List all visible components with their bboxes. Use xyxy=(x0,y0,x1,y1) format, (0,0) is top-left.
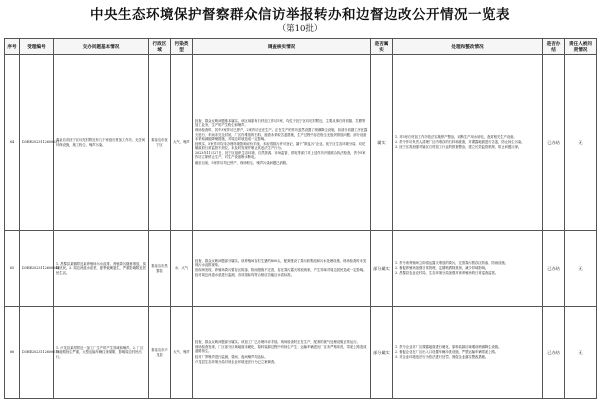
col-header-investigation: 调查核实情况 xyxy=(193,39,371,55)
cell-region: 秦皇岛市昌黎县 xyxy=(149,231,171,307)
col-header-accountability: 责任人被问责情况 xyxy=(565,39,597,55)
batch-subtitle: （第10批） xyxy=(277,24,323,34)
cell-issue: 1. 昌黎县某镇附近某养殖场污水直排，养殖粪污随意堆放，臭味扰民。2. 周边河道水质差，夏季蚊蝇滋生，严重影响附近居民生活。 xyxy=(54,231,149,307)
table-row xyxy=(5,231,597,307)
cell-handling xyxy=(393,307,543,399)
cell-closed: 已办结 xyxy=(543,231,565,307)
cell-handling xyxy=(393,231,543,307)
cell-investigation xyxy=(193,231,371,307)
cell-no: 66 xyxy=(5,307,20,399)
paragraph: 经查，群众反映问题部分属实。该加工厂已办理环评手续，现场检查时正在生产，配套的废气处理设施正常运行。 xyxy=(195,339,360,344)
cell-no: 64 xyxy=(5,55,20,231)
cell-verified: 属实 xyxy=(371,55,393,231)
paragraph: 卢龙县生态环境分局对该企业环境违法行为已立案调查。 xyxy=(195,359,278,364)
cell-region: 秦皇岛市卢龙县 xyxy=(149,307,171,399)
paragraph: 经对周边河道水质进行监测，各项指标均符合相应功能区水质标准。 xyxy=(195,273,294,278)
cell-verified: 部分属实 xyxy=(371,307,393,399)
table-row xyxy=(5,307,597,399)
col-header-handling: 处理和整改情况 xyxy=(393,39,543,55)
paragraph: 1. 责令企业对厂区裸露地面进行硬化，原料装卸区域增设喷淋降尘设施。 xyxy=(395,344,502,349)
paragraph: 1. 责令该养殖场立即清运露天堆放的粪污，完善粪污暂存区防渗、防雨设施。 xyxy=(395,260,508,265)
cell-issue: 秦皇岛市抚宁区坟坨村附近有几个家庭石材加工作坊，无任何环保设施，施工粉尘、噪声污染。 xyxy=(54,55,149,231)
paragraph: 但现场发现，养殖场粪污暂存区防渗、防雨措施不完善，存在粪污露天堆放现象，产生异味对周边居民造成一定影响。 xyxy=(195,267,367,272)
col-header-region: 行政区域 xyxy=(149,39,171,55)
table-row xyxy=(5,55,597,231)
cell-type: 大气、噪声 xyxy=(171,307,193,399)
paragraph: 经对厂界噪声进行监测，昼间、夜间噪声均达标。 xyxy=(195,354,268,359)
cell-closed: 已办结 xyxy=(543,55,565,231)
paragraph: 2. 责令作坊负责人清理厂区内堆存的石料和废渣，对裸露地面进行苫盖，防止扬尘污染。 xyxy=(395,139,525,144)
paragraph: 截至目前，5家作坊均已停产，现场粉尘、噪声污染问题已消除。 xyxy=(195,160,290,165)
cell-closed: 已办结 xyxy=(543,307,565,399)
col-header-no: 序号 xyxy=(5,39,20,55)
paragraph: 经查，群众反映问题基本属实。该区域原有石材加工作坊5家，均位于抚宁区坟坨村附近，主要从事石材切割、打磨等加工业务，生产时产生粉尘和噪声。 xyxy=(195,118,366,128)
cell-id: D3HE2023112600043 xyxy=(20,231,54,307)
cell-issue: 1. 卢龙县某村附近一加工厂生产时产生异味和噪声。2. 厂区外道路扬尘严重，大型运输车辆往来频繁，影响周边村民出行。 xyxy=(54,307,149,399)
col-header-closed: 是否办结 xyxy=(543,39,565,55)
cell-investigation xyxy=(193,55,371,231)
cell-id: D3HE2023112600015 xyxy=(20,307,54,399)
cell-type: 水、大气 xyxy=(171,231,193,307)
col-header-type: 污染类型 xyxy=(171,39,193,55)
cell-accountability: 无 xyxy=(565,307,597,399)
paragraph: 1. 对5家石材加工作坊依法实施停产整治，切断生产用水用电，查封相关生产设备。 xyxy=(395,134,517,139)
table-header-row xyxy=(5,39,597,55)
cell-verified: 部分属实 xyxy=(371,231,393,307)
paragraph: 经查，群众反映问题部分属实。该养殖场存栏生猪约800头，配套建设了粪污收集池和污水处理设施，现场检查时未发现污水直排现象。 xyxy=(195,258,367,267)
paragraph: 2. 督促企业在厂区出入口设置车辆冲洗设施，严禁运输车辆带泥上路。 xyxy=(395,349,499,354)
paragraph: 现场检查发现，厂区部分区域地面未硬化，原料装卸过程中有扬尘产生；运输车辆进出厂区未严格冲洗，带泥上路造成道路扬尘。 xyxy=(195,345,367,354)
col-header-id: 受理编号 xyxy=(20,39,54,55)
paragraph: 现场检查时，其中3家作坊已停产，2家作坊正在生产。正在生产的作坊虽然设置了喷淋降尘设施，但部分切割工序在露天进行，车间未完全封闭，厂区内堆放的石料、废渣未采取苫盖措施，生产过程中存在粉尘无组织排放问题；部分设备未采取减振降噪措施，对周边环境造成一定影响。 xyxy=(195,128,368,141)
cell-investigation xyxy=(193,307,371,399)
paragraph: 2023年11月27日，抚宁区组织生态环境、自然资源、市场监管、供电等部门对上述作坊开展联合执法检查，责令5家作坊立即停止生产，对生产设备断水断电。 xyxy=(195,151,366,160)
complaint-table xyxy=(4,38,597,399)
col-header-verified: 是否属实 xyxy=(371,39,393,55)
paragraph: 经核实，5家作坊均未办理环境影响评价手续，未取得排污许可登记，属于“散乱污”企业。抚宁区生态环境分局、坟坨镇政府日常监管不到位，未及时发现并制止其违法生产行为。 xyxy=(195,141,366,151)
cell-accountability: 无 xyxy=(565,231,597,307)
cell-handling xyxy=(393,55,543,231)
cell-region: 秦皇岛市抚宁区 xyxy=(149,55,171,231)
cell-type: 大气、噪声 xyxy=(171,55,193,231)
paragraph: 3. 抚宁区将加强对辖区石材加工行业的排查整治，建立长效监管机制，防止问题反弹。 xyxy=(395,145,522,150)
paragraph: 3. 对企业环境违法行为依法进行处罚，督促企业落实整改措施。 xyxy=(395,355,489,360)
page-title: 中央生态环境保护督察群众信访举报转办和边督边改公开情况一览表 xyxy=(90,7,510,23)
cell-id: D3HE2023112600037 xyxy=(20,55,54,231)
cell-no: 65 xyxy=(5,231,20,307)
paragraph: 3. 昌黎县农业农村局、生态环境分局加强对该养殖场的日常巡查监管。 xyxy=(395,271,499,276)
paragraph: 2. 督促养殖场加强日常管理，定期喷洒除臭剂，减少异味影响。 xyxy=(395,265,489,270)
cell-accountability: 无 xyxy=(565,55,597,231)
col-header-issue: 交办问题基本情况 xyxy=(54,39,149,55)
